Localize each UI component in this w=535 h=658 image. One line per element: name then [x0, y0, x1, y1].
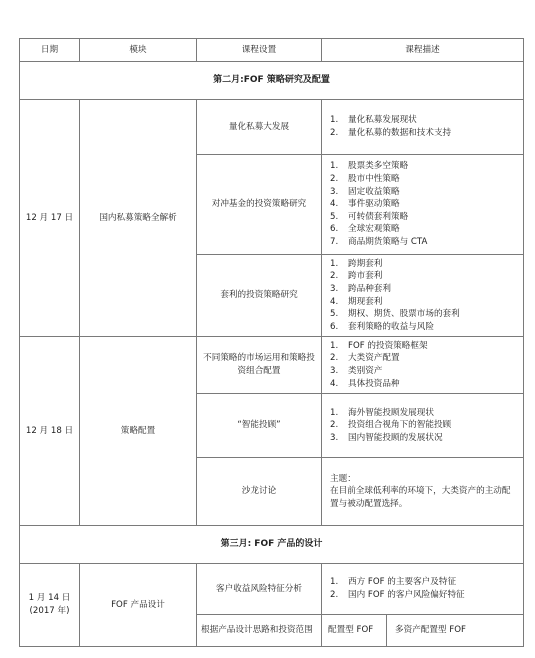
section-row: [20, 62, 524, 100]
list-item: 2. 国内 FOF 的客户风险偏好特征: [330, 590, 465, 600]
list-item: 1. 股票类多空策略: [330, 161, 409, 172]
list-item: 2. 量化私募的数据和技术支持: [330, 128, 452, 138]
module-cell: FOF 产品设计: [80, 564, 197, 647]
module-cell: 国内私募策略全解析: [80, 100, 197, 337]
list-item: 4. 期现套利: [330, 296, 383, 307]
description-cell: [322, 394, 524, 458]
list-item: 3. 类别资产: [330, 366, 383, 376]
date-cell: 12 月 17 日: [20, 100, 80, 337]
list-item: 1. 西方 FOF 的主要客户及特征: [330, 577, 457, 588]
list-item: 2. 跨市套利: [330, 271, 383, 282]
salon-topic-label: 主题：: [330, 473, 356, 484]
description-cell: [322, 615, 524, 647]
list-item: 1. 海外智能投顾发展现状: [330, 407, 434, 418]
course-cell: 客户收益风险特征分析: [197, 564, 322, 615]
course-cell: 根据产品设计思路和投资范围: [197, 615, 322, 647]
header-course: 课程设置: [197, 39, 322, 62]
split-option: 多资产配置型 FOF: [386, 615, 523, 646]
description-cell: [322, 458, 524, 526]
header-date: 日期: [20, 39, 80, 62]
course-cell: “智能投顾”: [197, 394, 322, 458]
date-cell: 12 月 18 日: [20, 337, 80, 526]
course-cell: 对冲基金的投资策略研究: [197, 155, 322, 255]
description-cell: [322, 155, 524, 255]
list-item: 3. 跨品种套利: [330, 283, 391, 294]
section-title: 第三月: FOF 产品的设计: [20, 526, 524, 564]
course-table: [19, 38, 524, 647]
course-cell: 沙龙讨论: [197, 458, 322, 526]
table-row: [20, 337, 524, 394]
module-cell: 策略配置: [80, 337, 197, 526]
section-row: [20, 526, 524, 564]
salon-topic-text: 在目前全球低利率的环境下，大类资产的主动配置与被动配置选择。: [330, 486, 511, 509]
description-cell: [322, 337, 524, 394]
list-item: 4. 具体投资品种: [330, 378, 400, 389]
list-item: 2. 股市中性策略: [330, 174, 400, 185]
list-item: 5. 期权、期货、股票市场的套利: [330, 309, 460, 320]
course-cell: 套利的投资策略研究: [197, 255, 322, 337]
course-cell: 量化私募大发展: [197, 100, 322, 155]
list-item: 6. 全球宏观策略: [330, 224, 400, 235]
header-module: 模块: [80, 39, 197, 62]
header-row: [20, 39, 524, 62]
list-item: 6. 套利策略的收益与风险: [330, 321, 434, 332]
description-cell: [322, 564, 524, 615]
split-option: 配置型 FOF: [328, 625, 374, 636]
table-row: [20, 100, 524, 155]
list-item: 3. 国内智能投顾的发展状况: [330, 432, 443, 443]
list-item: 7. 商品期货策略与 CTA: [330, 236, 428, 247]
date-cell: [20, 564, 80, 647]
list-item: 1. FOF 的投资策略框架: [330, 340, 428, 351]
date-text: 1 月 14 日: [28, 593, 71, 604]
list-item: 2. 大类资产配置: [330, 353, 400, 364]
list-item: 2. 投资组合视角下的智能投顾: [330, 420, 452, 431]
list-item: 4. 事件驱动策略: [330, 199, 400, 210]
list-item: 1. 跨期套利: [330, 258, 383, 269]
list-item: 3. 固定收益策略: [330, 186, 400, 197]
list-item: 5. 可转债套利策略: [330, 211, 409, 222]
description-cell: [322, 100, 524, 155]
description-cell: [322, 255, 524, 337]
course-cell: 不同策略的市场运用和策略投资组合配置: [197, 337, 322, 394]
header-description: 课程描述: [322, 39, 524, 62]
date-year: (2017 年): [29, 606, 70, 616]
section-title: 第二月:FOF 策略研究及配置: [20, 62, 524, 100]
list-item: 1. 量化私募发展现状: [330, 115, 417, 126]
table-row: [20, 564, 524, 615]
